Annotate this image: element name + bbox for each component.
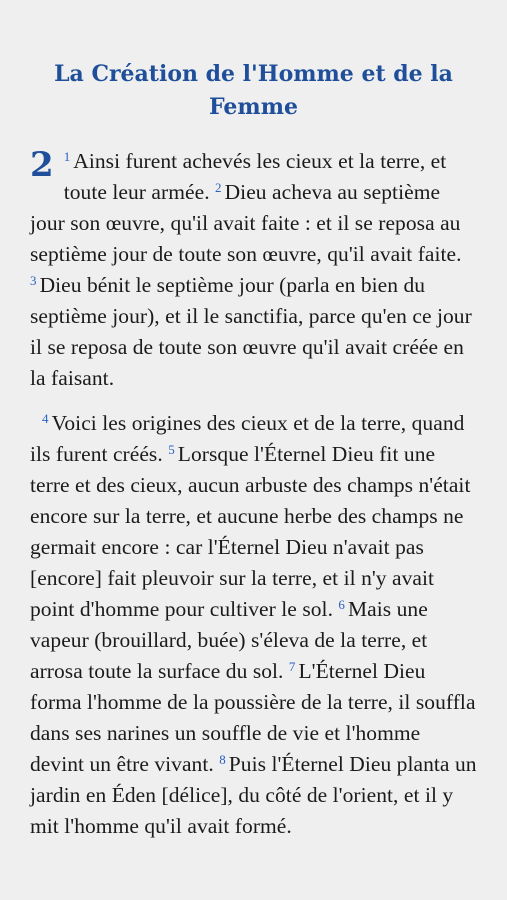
verse-text: Ainsi furent achevés les cieux et la terre, et toute leur armée. <box>63 149 447 204</box>
verse-text: L'Éternel Dieu forma l'homme de la poussière de la terre, il souffla dans ses narines un souffle de vie et l'homme devint un être vivant. <box>30 659 476 776</box>
paragraph-1 <box>30 146 477 394</box>
verse-text: Mais une vapeur (brouillard, buée) s'éleva de la terre, et arrosa toute la surface du sol. <box>30 597 428 683</box>
verse-number[interactable]: 6 <box>338 597 345 612</box>
chapter-number: 2 <box>30 145 54 185</box>
verse-number[interactable]: 7 <box>288 659 296 674</box>
verse-number[interactable]: 2 <box>215 180 222 195</box>
verse-text: Dieu acheva au septième jour son œuvre, qu'il avait faite : et il se reposa au septième jour de toute son œuvre, qu'il avait faite. <box>30 180 462 266</box>
section-heading: La Création de l'Homme et de la Femme <box>54 61 453 120</box>
verse-text: Lorsque l'Éternel Dieu fit une terre et des cieux, aucun arbuste des champs n'était encore sur la terre, et aucune herbe des champs ne germait encore : car l'Éternel Dieu n'avait pas [encore] fait pleuvoir sur la terre, et il n'y avait point d'homme pour cultiver le sol. <box>30 442 471 621</box>
verse-number[interactable]: 3 <box>30 273 37 288</box>
verse-number[interactable]: 4 <box>42 411 49 426</box>
verse-number[interactable]: 8 <box>219 752 226 767</box>
verse-number[interactable]: 5 <box>168 442 175 457</box>
paragraph-2 <box>30 408 477 842</box>
verse-text: Puis l'Éternel Dieu planta un jardin en Éden [délice], du côté de l'orient, et il y mit l'homme qu'il avait formé. <box>30 752 477 838</box>
verse-text: Voici les origines des cieux et de la terre, quand ils furent créés. <box>30 411 465 466</box>
verse-text: Dieu bénit le septième jour (parla en bien du septième jour), et il le sanctifia, parce qu'en ce jour il se reposa de toute son œuvre qu'il avait créée en la faisant. <box>30 273 472 390</box>
verse-number[interactable]: 1 <box>63 149 71 164</box>
